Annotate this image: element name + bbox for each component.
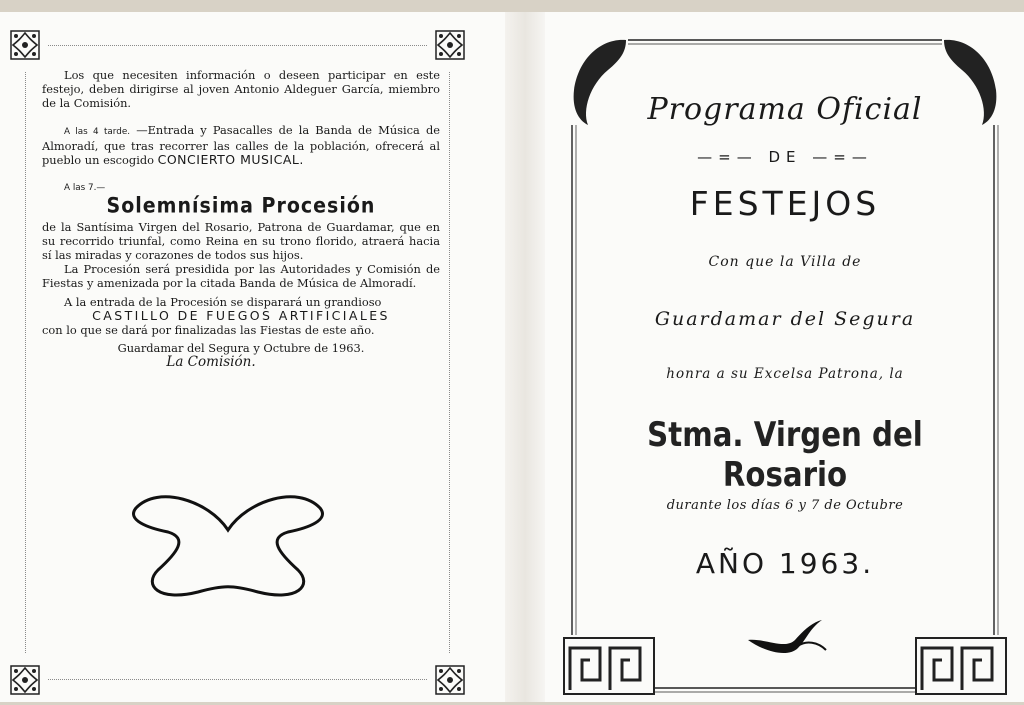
left-page-text bbox=[42, 68, 440, 370]
subtitle-villa: Con que la Villa de bbox=[708, 254, 862, 270]
left-border-right bbox=[449, 72, 450, 653]
subtitle-dates: durante los días 6 y 7 de Octubre bbox=[666, 498, 904, 513]
corner-ornament-icon bbox=[435, 30, 465, 60]
four-pm-paragraph bbox=[42, 123, 440, 168]
page-fold bbox=[505, 12, 545, 702]
greek-key-ornament-icon bbox=[564, 638, 654, 694]
title-virgen-del-rosario: Stma. Virgen del Rosario bbox=[647, 415, 923, 495]
left-border-top bbox=[48, 45, 427, 46]
intro-paragraph: Los que necesiten información o deseen participar en este festejo, deben dirigirse al joven Antonio Aldeguer García, miembro de la Comisión. bbox=[42, 68, 440, 111]
time-7-label: A las 7.— bbox=[64, 183, 106, 194]
subtitle-guardamar: Guardamar del Segura bbox=[654, 308, 916, 330]
corner-ornament-icon bbox=[10, 30, 40, 60]
scroll-ornament-icon bbox=[740, 610, 830, 660]
title-programa-oficial: Programa Oficial bbox=[647, 92, 923, 127]
cierre-paragraph: con lo que se dará por finalizadas las Fiestas de este año. bbox=[42, 323, 375, 338]
left-border-left bbox=[25, 72, 26, 653]
left-border-bottom bbox=[48, 679, 427, 680]
entrada-paragraph: A la entrada de la Procesión se disparará un grandioso bbox=[64, 294, 382, 309]
greek-key-ornament-icon bbox=[916, 638, 1006, 694]
subtitle-honra: honra a su Excelsa Patrona, la bbox=[666, 366, 904, 382]
corner-ornament-icon bbox=[435, 665, 465, 695]
flourish-ornament-icon bbox=[128, 490, 328, 610]
signature-comision: La Comisión. bbox=[166, 354, 256, 371]
title-year: AÑO 1963. bbox=[695, 547, 875, 580]
castillo-label: CASTILLO DE FUEGOS ARTIFICIALES bbox=[92, 307, 390, 323]
time-4-label: A las 4 tarde. bbox=[64, 126, 131, 137]
four-pm-text: —Entrada y Pasacalles de la Banda de Música de Almoradí, que tras recorrer las calles de la población, ofrecerá al pueblo un escogido bbox=[42, 122, 441, 168]
corner-ornament-icon bbox=[10, 665, 40, 695]
place-date: Guardamar del Segura y Octubre de 1963. bbox=[117, 341, 365, 356]
title-festejos: FESTEJOS bbox=[689, 184, 881, 223]
procesion-paragraph: de la Santísima Virgen del Rosario, Patrona de Guardamar, que en su recorrido triunfal, como Reina en su trono florido, atraerá hacia sí las miradas y corazones de todos sus hijos. bbox=[42, 219, 440, 263]
title-de: —=— DE —=— bbox=[697, 148, 873, 166]
presidida-paragraph: La Procesión será presidida por las Autoridades y Comisión de Fiestas y amenizada por la citada Banda de Música de Almoradí. bbox=[42, 262, 440, 291]
program-sheet bbox=[0, 12, 1024, 702]
procesion-heading: Solemnísima Procesión bbox=[106, 194, 376, 219]
concierto-label: CONCIERTO MUSICAL. bbox=[157, 152, 304, 168]
